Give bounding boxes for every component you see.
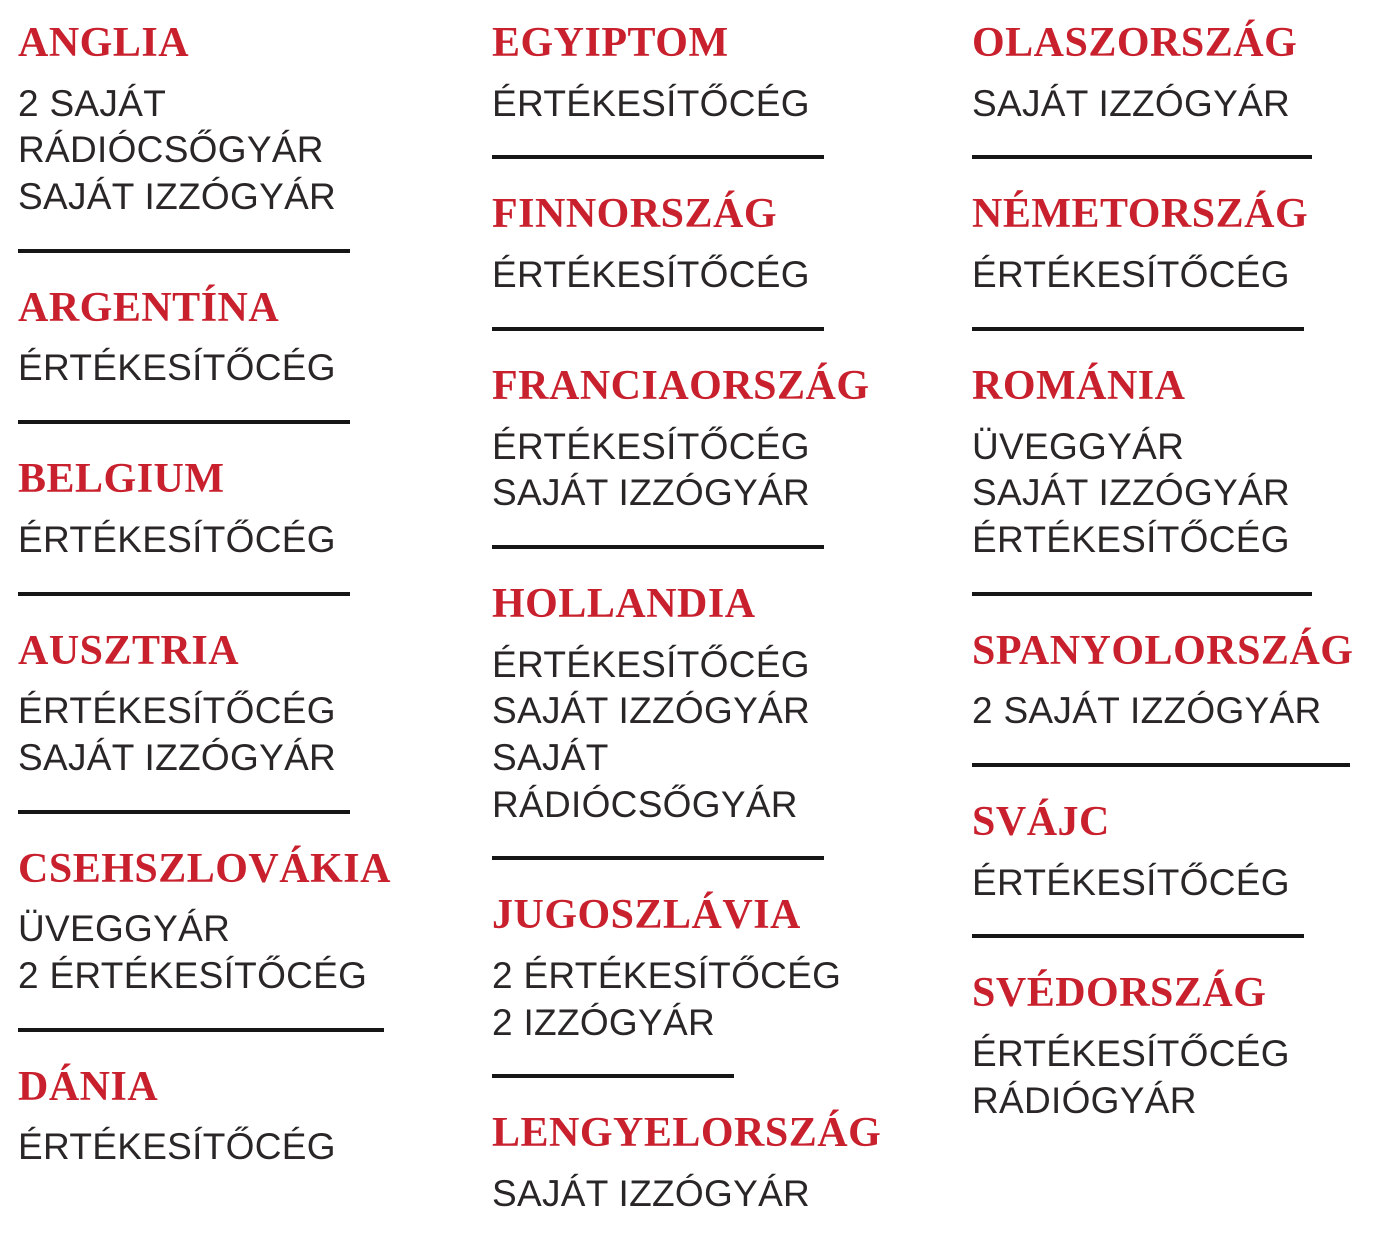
facility-lines: [972, 688, 1376, 735]
entry-franciaorszag: [492, 362, 972, 583]
facility-line: ÉRTÉKESÍTŐCÉG: [18, 518, 336, 560]
entry-romania: [972, 362, 1376, 630]
country-heading: JUGOSZLÁVIA: [492, 892, 801, 939]
facility-line: RÁDIÓGYÁR: [972, 1079, 1197, 1121]
facility-lines: [18, 517, 492, 564]
country-heading: FINNORSZÁG: [492, 191, 778, 238]
country-heading: ARGENTÍNA: [18, 284, 280, 331]
facility-lines: [18, 345, 492, 392]
entry-finnorszag: [492, 193, 972, 364]
facility-line: ÉRTÉKESÍTŐCÉG: [972, 254, 1290, 296]
facility-lines: [18, 688, 492, 781]
facility-lines: [492, 953, 972, 1046]
country-heading: CSEHSZLOVÁKIA: [18, 845, 391, 892]
facility-line: RÁDIÓCSŐGYÁR: [18, 129, 324, 171]
entry-dania: [18, 1063, 492, 1171]
facility-lines: [492, 252, 972, 299]
country-heading: ANGLIA: [18, 20, 190, 66]
country-heading: EGYIPTOM: [492, 20, 729, 66]
section-divider: [18, 1028, 384, 1032]
facility-line: 2 IZZÓGYÁR: [492, 1001, 715, 1043]
country-heading: AUSZTRIA: [18, 627, 240, 674]
facility-lines: [18, 81, 492, 221]
country-heading: SVÁJC: [972, 798, 1110, 845]
section-divider: [972, 327, 1304, 331]
country-heading: DÁNIA: [18, 1063, 159, 1110]
facility-lines: [972, 1031, 1376, 1124]
section-divider: [492, 327, 824, 331]
facility-line: 2 ÉRTÉKESÍTŐCÉG: [492, 955, 842, 997]
entry-spanyolorszag: [972, 627, 1376, 801]
section-divider: [972, 763, 1350, 767]
section-divider: [18, 592, 350, 596]
column-3: [972, 22, 1376, 1218]
section-divider: [972, 592, 1312, 596]
facility-line: 2 ÉRTÉKESÍTŐCÉG: [18, 955, 368, 997]
facility-line: SAJÁT IZZÓGYÁR: [18, 176, 337, 218]
facility-line: SAJÁT IZZÓGYÁR: [972, 82, 1291, 124]
facility-line: ÉRTÉKESÍTŐCÉG: [492, 254, 810, 296]
entry-argentina: [18, 284, 492, 458]
facility-line: ÉRTÉKESÍTŐCÉG: [972, 861, 1290, 903]
entry-olaszorszag: [972, 22, 1376, 193]
facility-line: ÜVEGGYÁR: [972, 425, 1185, 467]
facility-line: SAJÁT IZZÓGYÁR: [492, 472, 811, 514]
country-heading: SVÉDORSZÁG: [972, 970, 1267, 1017]
section-divider: [972, 934, 1304, 938]
facility-line: SAJÁT IZZÓGYÁR: [492, 690, 811, 732]
country-heading: LENGYELORSZÁG: [492, 1110, 882, 1157]
section-divider: [972, 155, 1312, 159]
facility-lines: [972, 252, 1376, 299]
facility-line: SAJÁT IZZÓGYÁR: [972, 472, 1291, 514]
entry-svajc: [972, 798, 1376, 972]
facility-line: SAJÁT: [492, 736, 609, 778]
facility-lines: [18, 906, 492, 999]
country-heading: NÉMETORSZÁG: [972, 191, 1309, 238]
facility-line: 2 SAJÁT: [18, 82, 167, 124]
facility-line: ÉRTÉKESÍTŐCÉG: [492, 82, 810, 124]
facility-line: RÁDIÓCSŐGYÁR: [492, 783, 798, 825]
country-heading: FRANCIAORSZÁG: [492, 362, 870, 409]
facility-lines: [972, 424, 1376, 564]
section-divider: [18, 810, 350, 814]
column-2: [492, 22, 972, 1218]
facility-line: SAJÁT IZZÓGYÁR: [18, 736, 337, 778]
facility-line: ÜVEGGYÁR: [18, 908, 231, 950]
country-heading: SPANYOLORSZÁG: [972, 627, 1354, 674]
section-divider: [18, 420, 350, 424]
section-divider: [492, 155, 824, 159]
facility-line: ÉRTÉKESÍTŐCÉG: [18, 347, 336, 389]
facility-line: ÉRTÉKESÍTŐCÉG: [492, 425, 810, 467]
facility-lines: [492, 424, 972, 517]
facility-line: ÉRTÉKESÍTŐCÉG: [18, 1126, 336, 1168]
country-heading: BELGIUM: [18, 456, 225, 503]
entry-ausztria: [18, 627, 492, 848]
entry-lengyelorszag: [492, 1112, 972, 1217]
section-divider: [492, 1074, 734, 1078]
entry-hollandia: [492, 580, 972, 894]
facility-line: SAJÁT IZZÓGYÁR: [492, 1173, 811, 1215]
facility-line: ÉRTÉKESÍTŐCÉG: [18, 690, 336, 732]
section-divider: [492, 545, 824, 549]
country-heading: HOLLANDIA: [492, 580, 756, 627]
facility-line: ÉRTÉKESÍTŐCÉG: [972, 1033, 1290, 1075]
entry-nemetorszag: [972, 193, 1376, 364]
facility-lines: [972, 860, 1376, 907]
facility-lines: [18, 1124, 492, 1171]
entry-csehszlovakia: [18, 845, 492, 1066]
entry-anglia: [18, 22, 492, 287]
facility-line: ÉRTÉKESÍTŐCÉG: [972, 518, 1290, 560]
facility-lines: [492, 1171, 972, 1218]
entry-belgium: [18, 458, 492, 629]
facility-lines: [492, 642, 972, 828]
column-1: [18, 22, 492, 1218]
facility-line: ÉRTÉKESÍTŐCÉG: [492, 643, 810, 685]
entry-egyiptom: [492, 22, 972, 193]
country-heading: OLASZORSZÁG: [972, 20, 1298, 66]
facility-lines: [492, 81, 972, 128]
facility-line: 2 SAJÁT IZZÓGYÁR: [972, 690, 1322, 732]
country-heading: ROMÁNIA: [972, 362, 1186, 409]
section-divider: [492, 856, 824, 860]
entry-svedorszag: [972, 972, 1376, 1124]
facility-lines: [972, 81, 1376, 128]
section-divider: [18, 249, 350, 253]
entry-jugoszlavia: [492, 894, 972, 1112]
